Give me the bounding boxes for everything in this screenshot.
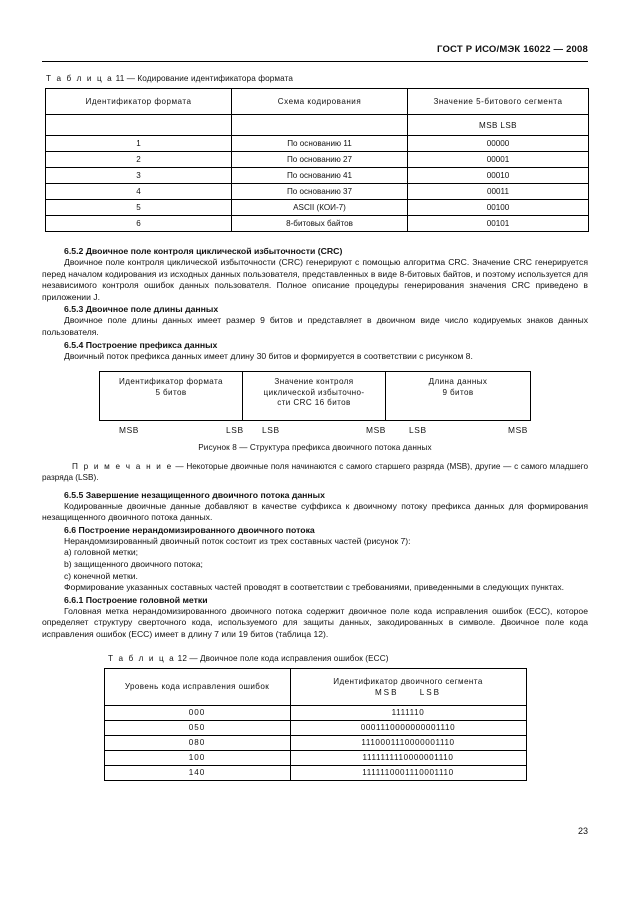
heading-6-5-2: 6.5.2 Двоичное поле контроля циклической избыточности (CRC) [64,246,343,256]
bit-label-msb-1: MSB [119,425,139,436]
table11-msb-lsb-label: MSB LSB [408,115,589,136]
table11-cell-scheme: ASCII (КОИ-7) [232,200,408,216]
table12-caption [42,654,588,663]
table11-caption-title: Кодирование идентификатора формата [137,74,294,83]
table11-caption-dash: — [126,74,136,83]
heading-6-6: 6.6 Построение нерандомизированного двоичного потока [64,524,315,535]
heading-6-5-5: 6.5.5 Завершение незащищенного двоичного потока данных [64,489,325,500]
table12-caption-label: Т а б л и ц а [108,653,176,663]
table11-col-value: Значение 5-битового сегмента [408,89,589,115]
table11-cell-value: 00011 [408,184,589,200]
table11-cell-id: 6 [46,216,232,232]
note-label: П р и м е ч а н и е [72,462,173,472]
paragraph-6-6-intro: Нерандомизированный двоичный поток состоит из трех составных частей (рисунок 7): [64,535,411,546]
table-row [104,750,526,765]
paragraph-6-6-1: Головная метка нерандомизированного двоичного потока содержит двоичное поле кода исправления ошибок (ECC), которое определяет структуру сверточного кода, используемого для защиты данных, закодированных в символе. Двоичное поле кода исправления ошибок (ECC) имеет в длину 7 или 19 битов (таблица 12). [42,605,588,639]
table12-cell-level: 140 [104,765,290,780]
table12-caption-number: 12 [177,653,187,663]
table11-cell-scheme: По основанию 27 [232,152,408,168]
table11 [45,88,589,232]
table11-caption [46,74,588,83]
table11-cell-id: 5 [46,200,232,216]
bit-label-msb-2: MSB [366,425,386,436]
note-paragraph [42,461,588,483]
table12-col-segment-id [290,668,526,705]
table-row [46,200,589,216]
table-row [104,705,526,720]
heading-6-5-4: 6.5.4 Построение префикса данных [64,339,218,350]
paragraph-6-5-4: Двоичный поток префикса данных имеет длину 30 битов и формируется в соответствии с рисунком 8. [64,350,473,361]
table11-cell-id: 3 [46,168,232,184]
table12-cell-level: 000 [104,705,290,720]
table12-col-segment-id-label: Идентификатор двоичного сегмента [333,676,483,686]
figure8 [42,371,588,452]
paragraph-6-5-5: Кодированные двоичные данные добавляют в качестве суффикса к двоичному потоку префикса данных для формирования незащищенного двоичного потока данных. [42,500,588,523]
table11-cell-id: 1 [46,136,232,152]
table11-col-format-id: Идентификатор формата [46,89,232,115]
table12-header-row [104,668,526,705]
bit-label-lsb-2: LSB [262,425,280,436]
paragraph-6-5-3: Двоичное поле длины данных имеет размер 9 битов и представляет в двоичном виде число кодируемых знаков данных пользователя. [42,315,588,337]
table11-cell-value: 00101 [408,216,589,232]
table-row [46,152,589,168]
table12-msb-label: MSB [374,687,399,697]
table11-cell-scheme: 8-битовых байтов [232,216,408,232]
table-row [46,184,589,200]
figure8-cell-crc: Значение контроля циклической избыточно- сти CRC 16 битов [243,372,386,421]
table-row [46,168,589,184]
list-item: a) головной метки; [64,547,139,558]
heading-6-5-3: 6.5.3 Двоичное поле длины данных [64,304,219,315]
table-row [104,765,526,780]
table12-cell-identifier: 1111111110000001110 [290,750,526,765]
paragraph-6-6-outro: Формирование указанных составных частей проводят в соответствии с требованиями, приведенными в следующих пунктах. [64,582,565,593]
figure8-bit-labels [42,425,588,442]
header-divider [42,61,588,62]
figure8-cell-format-id: Идентификатор формата 5 битов [100,372,243,421]
table11-cell-scheme: По основанию 37 [232,184,408,200]
table-row [46,216,589,232]
table12-caption-dash: — [189,653,198,663]
table11-msb-blank-2 [232,115,408,136]
table11-caption-label: Т а б л и ц а [46,74,114,83]
figure8-diagram [99,371,531,421]
table11-header-row [46,89,589,115]
table12 [104,668,527,781]
page-header: ГОСТ Р ИСО/МЭК 16022 — 2008 [436,44,588,55]
table12-caption-title: Двоичное поле кода исправления ошибок (ECC) [200,653,389,663]
table-row [104,735,526,750]
page-content [42,74,588,781]
bit-label-lsb-1: LSB [226,425,244,436]
table11-cell-value: 00000 [408,136,589,152]
figure8-caption: Рисунок 8 — Структура префикса двоичного потока данных [198,443,432,453]
figure8-row [100,372,531,421]
table12-cell-identifier: 0001110000000001110 [290,720,526,735]
table12-cell-identifier: 1111110001110001110 [290,765,526,780]
table11-cell-value: 00100 [408,200,589,216]
table12-cell-level: 050 [104,720,290,735]
note-text: Некоторые двоичные поля начинаются с самого старшего разряда (MSB), другие — с самого младшего разряда (LSB). [42,462,589,483]
list-item: c) конечной метки. [64,570,138,581]
table11-col-scheme: Схема кодирования [232,89,408,115]
table12-cell-level: 100 [104,750,290,765]
table11-cell-id: 2 [46,152,232,168]
table12-cell-level: 080 [104,735,290,750]
table11-cell-id: 4 [46,184,232,200]
bit-label-lsb-3: LSB [409,425,427,436]
table11-msb-blank-1 [46,115,232,136]
table11-caption-number: 11 [115,74,125,83]
bit-label-msb-3: MSB [508,425,528,436]
table11-msb-row [46,115,589,136]
page-number: 23 [577,826,588,836]
table11-cell-scheme: По основанию 41 [232,168,408,184]
table11-cell-value: 00001 [408,152,589,168]
table12-cell-identifier: 1110001110000001110 [290,735,526,750]
table12-lsb-label: LSB [419,687,442,697]
table11-cell-scheme: По основанию 11 [232,136,408,152]
figure8-cell-data-length: Длина данных 9 битов [386,372,531,421]
table12-cell-identifier: 1111110 [290,705,526,720]
table-row [104,720,526,735]
list-item: b) защищенного двоичного потока; [64,558,203,569]
table12-col-ecc-level: Уровень кода исправления ошибок [104,668,290,705]
table11-cell-value: 00010 [408,168,589,184]
table12-msb-lsb-labels [291,688,526,697]
note-dash: — [175,462,184,472]
table-row [46,136,589,152]
heading-6-6-1: 6.6.1 Построение головной метки [64,594,208,605]
paragraph-6-5-2: Двоичное поле контроля циклической избыточности (CRC) генерируют с помощью алгоритма CRC. Значение CRC генерируется перед началом кодирования из исходных данных пользователя, представленных в виде 8-битовых байтов, и поэтому используется для независимого контроля ошибок данных пользователя. Полное описание процедуры генерирования значения CRC приведено в приложении J. [42,257,588,302]
